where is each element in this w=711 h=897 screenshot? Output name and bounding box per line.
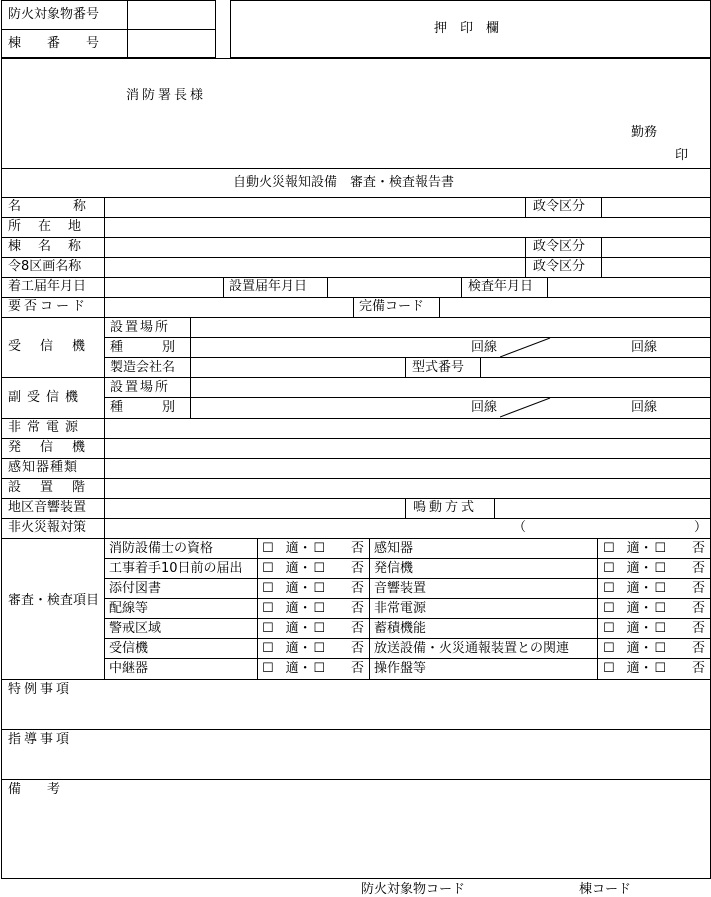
divider	[480, 357, 481, 377]
divider	[1, 168, 711, 169]
review-left-item	[109, 622, 254, 635]
ok-label: 適	[285, 661, 299, 676]
separator-dot: ・	[639, 641, 653, 656]
slash-divider	[500, 398, 552, 418]
review-section-label-text: 審査・検査項目	[8, 593, 100, 608]
review-left-item-text: 配線等	[109, 601, 149, 616]
review-right-check-group	[603, 662, 705, 675]
ng-label: 否	[691, 561, 705, 576]
review-row-divider	[105, 578, 711, 579]
sub-lines-label-2: 回線	[631, 400, 658, 415]
seal-mark-label: 印	[675, 148, 689, 163]
sounding-method-label: 鳴動方式	[413, 500, 478, 515]
ng-option[interactable]	[654, 602, 705, 615]
ok-option[interactable]	[262, 642, 312, 655]
review-right-check-group	[603, 602, 705, 615]
ng-checkbox[interactable]: ☐	[654, 661, 666, 676]
ng-option[interactable]	[654, 562, 705, 575]
ok-checkbox[interactable]: ☐	[603, 541, 615, 556]
slash-divider	[500, 338, 552, 358]
ok-checkbox[interactable]: ☐	[603, 661, 615, 676]
special-notes-field[interactable]	[2, 700, 710, 728]
ok-label: 適	[285, 561, 299, 576]
ok-checkbox[interactable]: ☐	[603, 581, 615, 596]
review-left-item-text: 工事着手10日前の届出	[109, 561, 243, 576]
installation-date-label: 設置届年月日	[229, 279, 308, 294]
ng-checkbox[interactable]: ☐	[313, 561, 325, 576]
review-left-item-text: 受信機	[109, 641, 149, 656]
remarks-field[interactable]	[2, 800, 710, 877]
fire-target-code-label: 防火対象物コード	[361, 882, 466, 897]
ng-option[interactable]	[654, 662, 705, 675]
sub-install-place-label: 設置場所	[110, 380, 171, 395]
ok-option[interactable]	[262, 582, 312, 595]
ok-label: 適	[626, 641, 640, 656]
separator-dot: ・	[639, 541, 653, 556]
completion-code-label: 完備コード	[359, 299, 425, 314]
review-left-check-group	[262, 622, 364, 635]
ok-option[interactable]	[603, 542, 653, 555]
review-row-divider	[105, 598, 711, 599]
review-right-check-group	[603, 642, 705, 655]
divider	[105, 397, 711, 398]
review-left-check-group	[262, 602, 364, 615]
construction-date-label: 着工届年月日	[8, 279, 87, 294]
ng-checkbox[interactable]: ☐	[654, 641, 666, 656]
ordinance-class-label: 政令区分	[533, 239, 586, 254]
name-field[interactable]	[105, 198, 525, 217]
ok-option[interactable]	[603, 662, 653, 675]
ok-label: 適	[626, 661, 640, 676]
row-divider	[1, 498, 711, 499]
remarks-label-text: 備 考	[8, 782, 61, 797]
sub-receiver-label: 副受信機	[8, 390, 85, 405]
ng-checkbox[interactable]: ☐	[313, 661, 325, 676]
separator-dot: ・	[298, 621, 312, 636]
area-sound-label: 地区音響装置	[8, 500, 87, 515]
review-left-check-group	[262, 582, 364, 595]
separator-dot: ・	[639, 581, 653, 596]
separator-dot: ・	[298, 561, 312, 576]
building-number-label-text: 棟 番 号	[8, 36, 100, 51]
ok-checkbox[interactable]: ☐	[262, 661, 274, 676]
receiver-type-text: 種 別	[110, 340, 176, 355]
ok-checkbox[interactable]: ☐	[262, 641, 274, 656]
divider	[327, 277, 328, 297]
review-left-item	[109, 662, 254, 675]
ok-label: 適	[626, 601, 640, 616]
row-divider	[1, 538, 711, 539]
paren-open: （	[513, 520, 527, 535]
install-place-label: 設置場所	[110, 320, 171, 335]
receiver-type-label	[110, 341, 186, 354]
row-divider	[1, 478, 711, 479]
ok-label: 適	[285, 541, 299, 556]
divider	[525, 197, 526, 217]
ordinance-zone-name-label: 令8区画名称	[8, 259, 82, 274]
ok-label: 適	[285, 621, 299, 636]
row-divider	[1, 317, 711, 318]
row-divider	[1, 377, 711, 378]
paren-close: ）	[694, 520, 708, 535]
review-right-check-group	[603, 622, 705, 635]
detector-type-label: 感知器種類	[8, 460, 79, 475]
ok-label: 適	[626, 561, 640, 576]
divider	[525, 237, 526, 277]
ng-checkbox[interactable]: ☐	[654, 601, 666, 616]
special-notes-label: 特例事項	[8, 682, 73, 697]
review-right-item-text: 操作盤等	[374, 661, 427, 676]
building-name-field[interactable]	[105, 238, 525, 257]
receiver-label: 受 信 機	[8, 339, 89, 354]
row-divider	[1, 518, 711, 519]
sub-type-text: 種 別	[110, 400, 176, 415]
ordinance-zone-name-field[interactable]	[105, 258, 525, 277]
sub-type-label	[110, 401, 186, 414]
separator-dot: ・	[639, 621, 653, 636]
divider	[223, 277, 224, 297]
divider	[439, 297, 440, 317]
ng-label: 否	[350, 621, 364, 636]
building-code-label: 棟コード	[579, 882, 632, 897]
ng-option[interactable]	[313, 662, 364, 675]
ok-checkbox[interactable]: ☐	[262, 581, 274, 596]
ng-checkbox[interactable]: ☐	[313, 601, 325, 616]
ok-option[interactable]	[262, 542, 312, 555]
model-number-label: 型式番号	[412, 360, 465, 375]
emergency-power-label: 非常電源	[8, 420, 85, 435]
review-right-item	[374, 542, 593, 555]
separator-dot: ・	[298, 581, 312, 596]
ordinance-class-label: 政令区分	[533, 259, 586, 274]
necessity-code-label: 要否コード	[8, 299, 89, 314]
review-right-item-text: 非常電源	[374, 601, 427, 616]
building-number-label	[8, 37, 120, 50]
separator-dot: ・	[639, 601, 653, 616]
review-right-item-text: 放送設備・火災通報装置との関連	[374, 641, 570, 656]
row-divider	[1, 297, 711, 298]
ng-option[interactable]	[313, 562, 364, 575]
review-left-item	[109, 642, 254, 655]
ng-option[interactable]	[654, 642, 705, 655]
transmitter-label: 発 信 機	[8, 440, 89, 455]
review-left-item	[109, 542, 254, 555]
ng-checkbox[interactable]: ☐	[654, 561, 666, 576]
review-section-label	[8, 592, 100, 610]
divider	[547, 277, 548, 297]
review-left-item-text: 警戒区域	[109, 621, 162, 636]
ng-checkbox[interactable]: ☐	[313, 621, 325, 636]
divider	[353, 297, 354, 317]
ng-checkbox[interactable]: ☐	[654, 621, 666, 636]
divider	[105, 337, 711, 338]
ok-checkbox[interactable]: ☐	[262, 621, 274, 636]
ng-option[interactable]	[313, 602, 364, 615]
seal-column-label: 押 印 欄	[434, 21, 500, 36]
review-right-item-text: 音響装置	[374, 581, 427, 596]
row-divider	[1, 458, 711, 459]
ok-checkbox[interactable]: ☐	[262, 561, 274, 576]
ng-option[interactable]	[654, 582, 705, 595]
ng-option[interactable]	[313, 642, 364, 655]
review-right-item	[374, 602, 593, 615]
location-field[interactable]	[105, 218, 710, 237]
ng-option[interactable]	[654, 622, 705, 635]
ok-option[interactable]	[262, 602, 312, 615]
ordinance-class-label: 政令区分	[533, 199, 586, 214]
review-right-item	[374, 642, 593, 655]
ng-checkbox[interactable]: ☐	[654, 541, 666, 556]
install-floor-label: 設 置 階	[8, 480, 89, 495]
ng-option[interactable]	[654, 542, 705, 555]
name-label	[8, 200, 98, 213]
ok-checkbox[interactable]: ☐	[262, 601, 274, 616]
ok-checkbox[interactable]: ☐	[603, 561, 615, 576]
ng-option[interactable]	[313, 542, 364, 555]
ng-label: 否	[691, 541, 705, 556]
separator-dot: ・	[298, 661, 312, 676]
manufacturer-label: 製造会社名	[110, 360, 176, 375]
review-left-check-group	[262, 662, 364, 675]
ng-label: 否	[691, 621, 705, 636]
divider	[105, 357, 711, 358]
row-divider	[1, 438, 711, 439]
review-right-item	[374, 562, 593, 575]
ok-checkbox[interactable]: ☐	[603, 601, 615, 616]
review-row-divider	[105, 618, 711, 619]
review-row-divider	[105, 638, 711, 639]
review-right-item-text: 感知器	[374, 541, 414, 556]
guidance-notes-field[interactable]	[2, 750, 710, 778]
ok-checkbox[interactable]: ☐	[603, 621, 615, 636]
review-right-check-group	[603, 542, 705, 555]
ok-option[interactable]	[262, 662, 312, 675]
fire-target-number-label: 防火対象物番号	[8, 7, 100, 22]
building-number-field[interactable]	[128, 30, 215, 58]
review-left-check-group	[262, 562, 364, 575]
ng-label: 否	[350, 561, 364, 576]
receiver-lines-label: 回線	[471, 340, 498, 355]
building-name-label: 棟 名 称	[8, 239, 84, 254]
ng-label: 否	[350, 581, 364, 596]
ok-checkbox[interactable]: ☐	[603, 641, 615, 656]
sub-lines-label: 回線	[471, 400, 498, 415]
ok-label: 適	[285, 601, 299, 616]
ng-label: 否	[350, 641, 364, 656]
ok-label: 適	[285, 581, 299, 596]
duty-label: 勤務	[631, 125, 658, 140]
review-left-check-group	[262, 642, 364, 655]
row-divider	[1, 277, 711, 278]
separator-dot: ・	[639, 561, 653, 576]
ok-option[interactable]	[603, 582, 653, 595]
ok-label: 適	[626, 541, 640, 556]
non-fire-measures-label: 非火災報対策	[8, 520, 87, 535]
row-divider	[1, 679, 711, 680]
separator-dot: ・	[298, 641, 312, 656]
review-right-check-group	[603, 582, 705, 595]
ok-label: 適	[626, 621, 640, 636]
review-left-check-group	[262, 542, 364, 555]
divider	[405, 498, 406, 518]
separator-dot: ・	[298, 541, 312, 556]
review-row-divider	[105, 658, 711, 659]
ng-label: 否	[691, 601, 705, 616]
ok-option[interactable]	[603, 622, 653, 635]
review-left-item	[109, 562, 254, 575]
divider	[494, 498, 495, 518]
review-right-item	[374, 582, 593, 595]
ok-label: 適	[285, 641, 299, 656]
ng-label: 否	[350, 601, 364, 616]
ng-checkbox[interactable]: ☐	[313, 581, 325, 596]
ok-option[interactable]	[603, 562, 653, 575]
inspection-date-label: 検査年月日	[468, 279, 534, 294]
review-left-item	[109, 582, 254, 595]
divider	[1, 729, 711, 730]
ng-option[interactable]	[313, 622, 364, 635]
form-title: 自動火災報知設備 審査・検査報告書	[233, 175, 455, 190]
ok-option[interactable]	[603, 602, 653, 615]
ok-option[interactable]	[603, 642, 653, 655]
review-left-item-text: 中継器	[109, 661, 149, 676]
divider	[405, 357, 406, 377]
ng-checkbox[interactable]: ☐	[313, 541, 325, 556]
receiver-lines-label-2: 回線	[631, 340, 658, 355]
review-right-item	[374, 622, 593, 635]
separator-dot: ・	[639, 661, 653, 676]
ng-option[interactable]	[313, 582, 364, 595]
chief-label: 消防署長様	[126, 88, 207, 103]
ng-label: 否	[691, 661, 705, 676]
location-label: 所 在 地	[8, 219, 84, 234]
ng-label: 否	[350, 541, 364, 556]
ok-checkbox[interactable]: ☐	[262, 541, 274, 556]
divider	[601, 197, 602, 217]
ok-label: 適	[626, 581, 640, 596]
review-right-check-group	[603, 562, 705, 575]
ng-checkbox[interactable]: ☐	[654, 581, 666, 596]
review-left-item-text: 添付図書	[109, 581, 162, 596]
remarks-label	[8, 783, 80, 796]
divider	[461, 277, 462, 297]
ng-checkbox[interactable]: ☐	[313, 641, 325, 656]
separator-dot: ・	[298, 601, 312, 616]
divider	[1, 779, 711, 780]
divider	[190, 317, 191, 418]
name-label-text: 名 称	[8, 199, 87, 214]
guidance-notes-label: 指導事項	[8, 732, 73, 747]
ok-option[interactable]	[262, 562, 312, 575]
review-row-divider	[105, 558, 711, 559]
review-left-item-text: 消防設備士の資格	[109, 541, 214, 556]
row-divider	[1, 418, 711, 419]
review-right-item	[374, 662, 593, 675]
ok-option[interactable]	[262, 622, 312, 635]
ng-label: 否	[350, 661, 364, 676]
ng-label: 否	[691, 581, 705, 596]
divider	[601, 237, 602, 277]
review-left-item	[109, 602, 254, 615]
review-right-item-text: 発信機	[374, 561, 414, 576]
fire-target-number-field[interactable]	[128, 0, 215, 29]
ng-label: 否	[691, 641, 705, 656]
review-right-item-text: 蓄積機能	[374, 621, 427, 636]
